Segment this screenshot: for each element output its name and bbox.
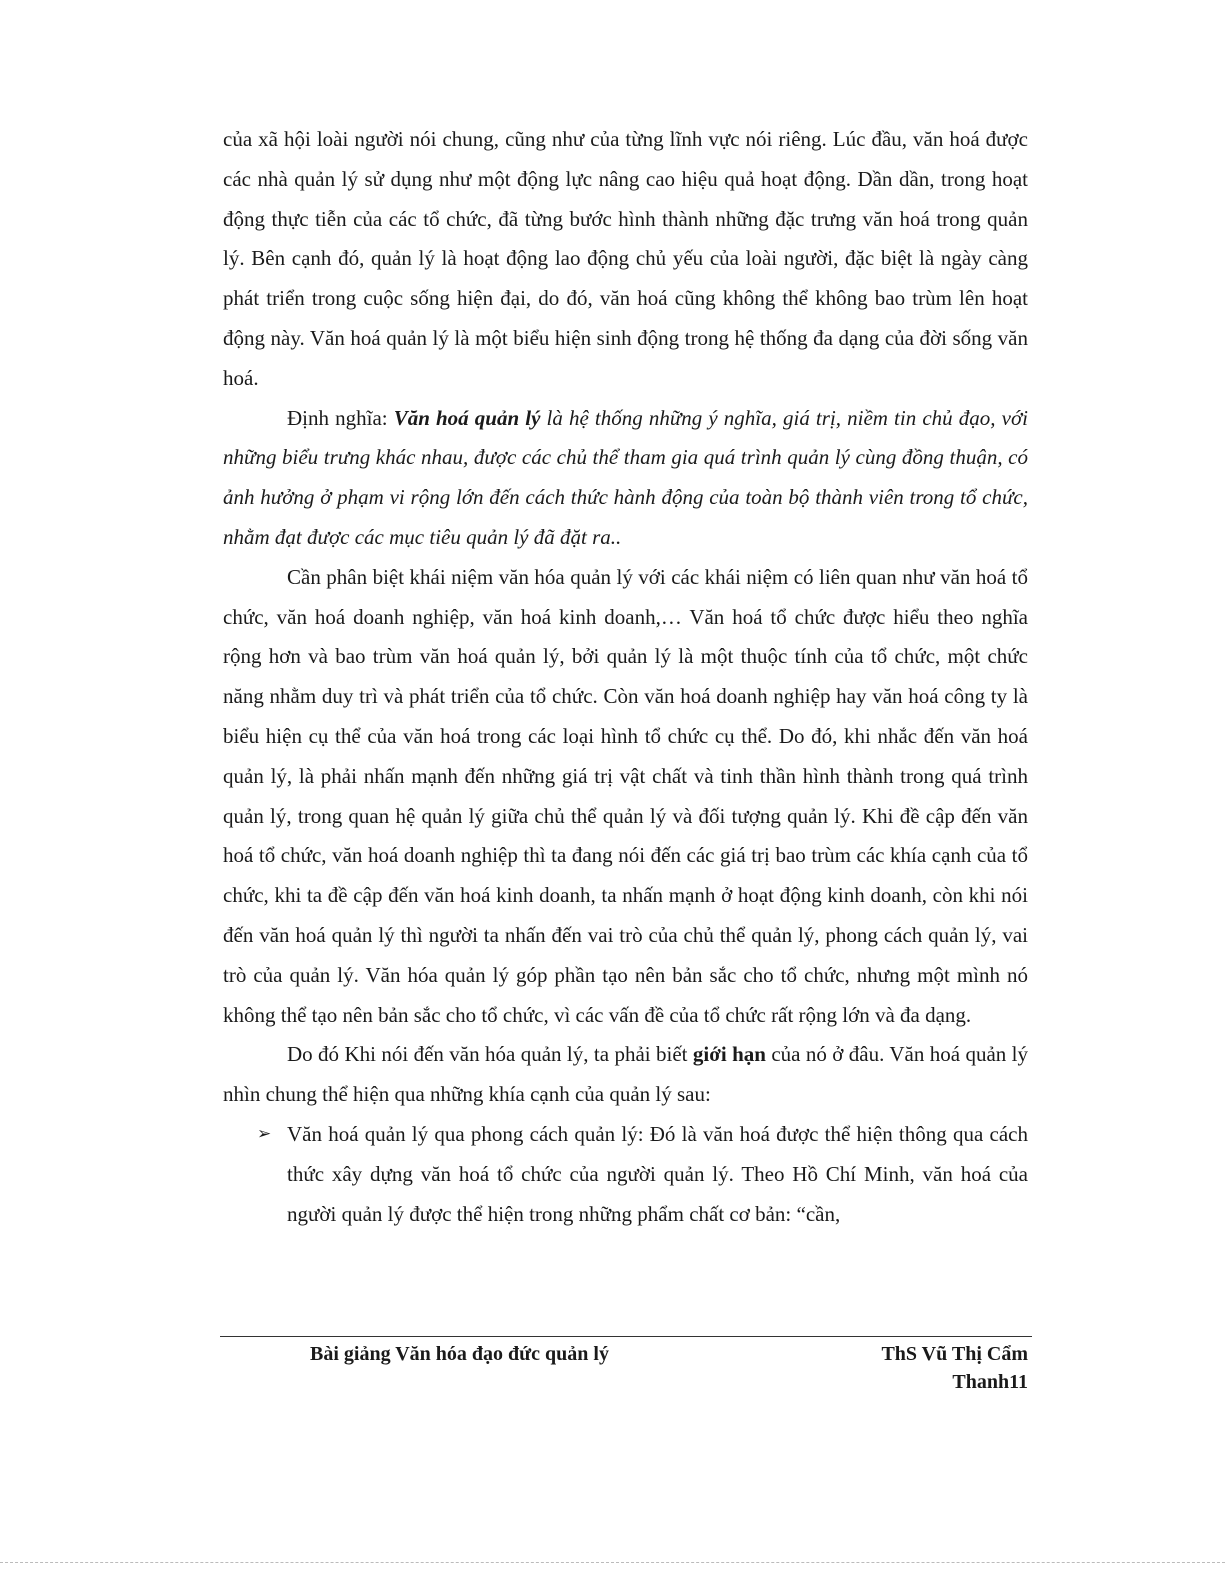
arrow-bullet-icon: ➢: [257, 1123, 272, 1144]
page-bottom-edge: [0, 1562, 1225, 1563]
paragraph-limits: [223, 1035, 1028, 1115]
footer-divider: [220, 1336, 1032, 1337]
document-body: [223, 120, 1028, 1234]
paragraph-definition: [223, 399, 1028, 558]
bullet-text: Văn hoá quản lý qua phong cách quản lý: Đó là văn hoá được thể hiện thông qua cách thức xây dựng văn hoá tổ chức của người quản lý. Theo Hồ Chí Minh, văn hoá của người quản lý được thể hiện trong những phẩm chất cơ bản: “cần,: [287, 1121, 1028, 1226]
footer-course-title: Bài giảng Văn hóa đạo đức quản lý: [310, 1343, 609, 1365]
footer-author-page: [881, 1340, 1028, 1396]
paragraph-culture-intro: của xã hội loài người nói chung, cũng như của từng lĩnh vực nói riêng. Lúc đầu, văn hoá được các nhà quản lý sử dụng như một động lực nâng cao hiệu quả hoạt động. Dần dần, trong hoạt động thực tiễn của các tổ chức, đã từng bước hình thành những đặc trưng văn hoá trong quản lý. Bên cạnh đó, quản lý là hoạt động lao động chủ yếu của loài người, đặc biệt là ngày càng phát triển trong cuộc sống hiện đại, do đó, văn hoá cũng không thể không bao trùm lên hoạt động này. Văn hoá quản lý là một biểu hiện sinh động trong hệ thống đa dạng của đời sống văn hoá.: [223, 127, 1028, 390]
limits-text-a: Do đó Khi nói đến văn hóa quản lý, ta phải biết: [287, 1042, 693, 1067]
limits-text-b: của nó ở đâu. Văn hoá quản lý nhìn chung thể hiện qua những khía cạnh của quản lý sau:: [223, 1042, 1029, 1107]
footer-author-line2: Thanh11: [952, 1371, 1028, 1393]
bullet-item-management-style: [223, 1115, 1028, 1234]
definition-text: là hệ thống những ý nghĩa, giá trị, niềm tin chủ đạo, với những biểu trưng khác nhau, được các chủ thể tham gia quá trình quản lý cùng đồng thuận, có ảnh hưởng ở phạm vi rộng lớn đến cách thức hành động của toàn bộ thành viên trong tổ chức, nhằm đạt được các mục tiêu quản lý đã đặt ra..: [223, 405, 1028, 549]
footer-author-line1: ThS Vũ Thị Cẩm: [881, 1343, 1028, 1365]
paragraph-distinction: Cần phân biệt khái niệm văn hóa quản lý với các khái niệm có liên quan như văn hoá tổ chức, văn hoá doanh nghiệp, văn hoá kinh doanh,… Văn hoá tổ chức được hiểu theo nghĩa rộng hơn và bao trùm văn hoá quản lý, bởi quản lý là một thuộc tính của tổ chức, một chức năng nhằm duy trì và phát triển của tổ chức. Còn văn hoá doanh nghiệp hay văn hoá công ty là biểu hiện cụ thể của văn hoá trong các loại hình tổ chức cụ thể. Do đó, khi nhắc đến văn hoá quản lý, là phải nhấn mạnh đến những giá trị vật chất và tinh thần hình thành trong quá trình quản lý, trong quan hệ quản lý giữa chủ thể quản lý và đối tượng quản lý. Khi đề cập đến văn hoá tổ chức, văn hoá doanh nghiệp thì ta đang nói đến các giá trị bao trùm các khía cạnh của tổ chức, khi ta đề cập đến văn hoá kinh doanh, ta nhấn mạnh ở hoạt động kinh doanh, còn khi nói đến văn hoá quản lý thì người ta nhấn đến vai trò của chủ thể quản lý, phong cách quản lý, vai trò của quản lý. Văn hóa quản lý góp phần tạo nên bản sắc cho tổ chức, nhưng một mình nó không thể tạo nên bản sắc cho tổ chức, vì các vấn đề của tổ chức rất rộng lớn và đa dạng.: [223, 564, 1028, 1027]
definition-term: Văn hoá quản lý: [393, 405, 541, 430]
limits-bold-term: giới hạn: [692, 1042, 766, 1067]
definition-lead: Định nghĩa:: [287, 405, 394, 430]
